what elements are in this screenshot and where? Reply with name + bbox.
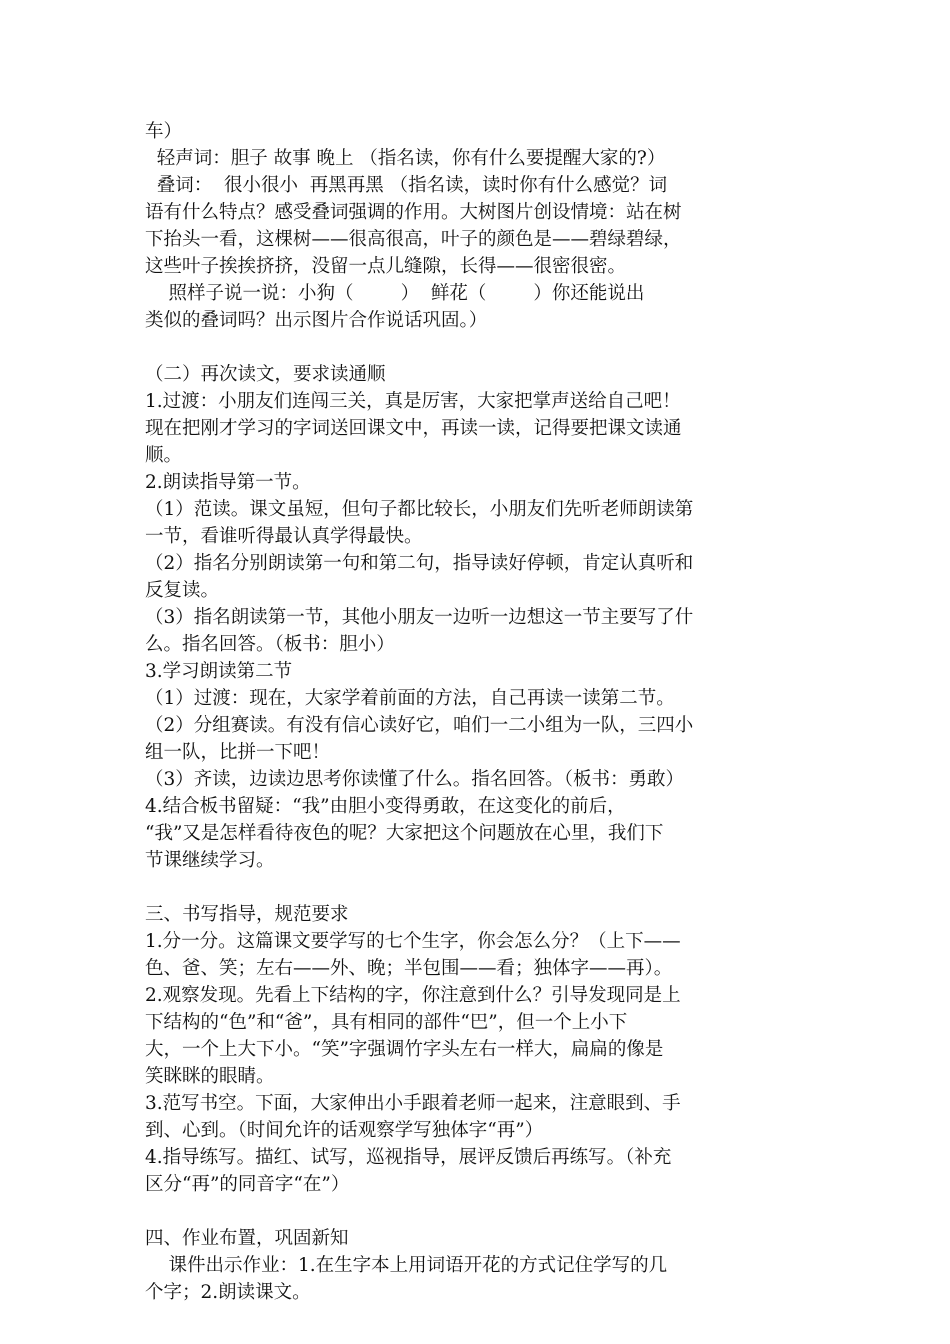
text-line: 车） xyxy=(145,121,183,142)
section-heading: （二）再次读文，要求读通顺 xyxy=(145,364,386,385)
section-heading: 四、作业布置，巩固新知 xyxy=(145,1228,349,1249)
text-line: 类似的叠词吗？出示图片合作说话巩固。） xyxy=(145,310,488,331)
text-line: （3）齐读，边读边思考你读懂了什么。指名回答。（板书：勇敢） xyxy=(145,769,685,790)
paragraph-gap xyxy=(145,874,810,901)
section-reread xyxy=(145,361,810,874)
text-line: 么。指名回答。（板书：胆小） xyxy=(145,634,395,655)
text-line: （2）分组赛读。有没有信心读好它，咱们一二小组为一队，三四小 xyxy=(145,715,694,736)
text-line: 3.学习朗读第二节 xyxy=(145,661,293,682)
text-line: 2.观察发现。先看上下结构的字，你注意到什么？引导发现同是上 xyxy=(145,985,681,1006)
text-line: 一节，看谁听得最认真学得最快。 xyxy=(145,526,423,547)
text-line: 3.范写书空。下面，大家伸出小手跟着老师一起来，注意眼到、手 xyxy=(145,1093,681,1114)
text-line: 1.分一分。这篇课文要学写的七个生字，你会怎么分？（上下—— xyxy=(145,931,681,952)
document-body xyxy=(145,118,810,1306)
text-line: 现在把刚才学习的字词送回课文中，再读一读，记得要把课文读通 xyxy=(145,418,682,439)
text-line: 照样子说一说：小狗（ ） 鲜花（ ）你还能说出 xyxy=(145,283,645,304)
text-line: （1）过渡：现在，大家学着前面的方法，自己再读一读第二节。 xyxy=(145,688,675,709)
text-line: 这些叶子挨挨挤挤，没留一点儿缝隙，长得——很密很密。 xyxy=(145,256,627,277)
text-line: 反复读。 xyxy=(145,580,220,601)
text-line: 4.结合板书留疑：“我”由胆小变得勇敢，在这变化的前后， xyxy=(145,796,626,817)
text-line: 4.指导练写。描红、试写，巡视指导，展评反馈后再练写。（补充 xyxy=(145,1147,672,1168)
section-heading: 三、书写指导，规范要求 xyxy=(145,904,349,925)
text-line: 2.朗读指导第一节。 xyxy=(145,472,311,493)
text-line: 轻声词：胆子 故事 晚上 （指名读，你有什么要提醒大家的?） xyxy=(145,148,666,169)
paragraph-gap xyxy=(145,1198,810,1225)
text-line: （3）指名朗读第一节，其他小朋友一边听一边想这一节主要写了什 xyxy=(145,607,694,628)
text-line: 色、爸、笑；左右——外、晚；半包围——看；独体字——再）。 xyxy=(145,958,673,979)
text-line: 笑眯眯的眼睛。 xyxy=(145,1066,275,1087)
text-line: 叠词： 很小很小 再黑再黑 （指名读，读时你有什么感觉？词 xyxy=(145,175,668,196)
text-line: 大，一个上大下小。“笑”字强调竹字头左右一样大，扁扁的像是 xyxy=(145,1039,664,1060)
text-line: 下抬头一看，这棵树——很高很高，叶子的颜色是——碧绿碧绿， xyxy=(145,229,682,250)
section-homework xyxy=(145,1225,810,1306)
text-line: 个字；2.朗读课文。 xyxy=(145,1282,311,1303)
text-line: 到、心到。（时间允许的话观察学写独体字“再”） xyxy=(145,1120,544,1141)
text-line: （2）指名分别朗读第一句和第二句，指导读好停顿，肯定认真听和 xyxy=(145,553,694,574)
text-line: （1）范读。课文虽短，但句子都比较长，小朋友们先听老师朗读第 xyxy=(145,499,694,520)
text-line: 语有什么特点？感受叠词强调的作用。大树图片创设情境：站在树 xyxy=(145,202,682,223)
text-line: 组一队，比拼一下吧！ xyxy=(145,742,331,763)
text-line: 节课继续学习。 xyxy=(145,850,275,871)
text-line: 课件出示作业：1.在生字本上用词语开花的方式记住学写的几 xyxy=(145,1255,668,1276)
text-line: 1.过渡：小朋友们连闯三关，真是厉害，大家把掌声送给自己吧！ xyxy=(145,391,681,412)
section-writing xyxy=(145,901,810,1198)
intro-block xyxy=(145,118,810,334)
text-line: 下结构的“色”和“爸”，具有相同的部件“巴”，但一个上小下 xyxy=(145,1012,628,1033)
paragraph-gap xyxy=(145,334,810,361)
text-line: 区分“再”的同音字“在”） xyxy=(145,1174,350,1195)
text-line: “我”又是怎样看待夜色的呢？大家把这个问题放在心里，我们下 xyxy=(145,823,664,844)
text-line: 顺。 xyxy=(145,445,183,466)
